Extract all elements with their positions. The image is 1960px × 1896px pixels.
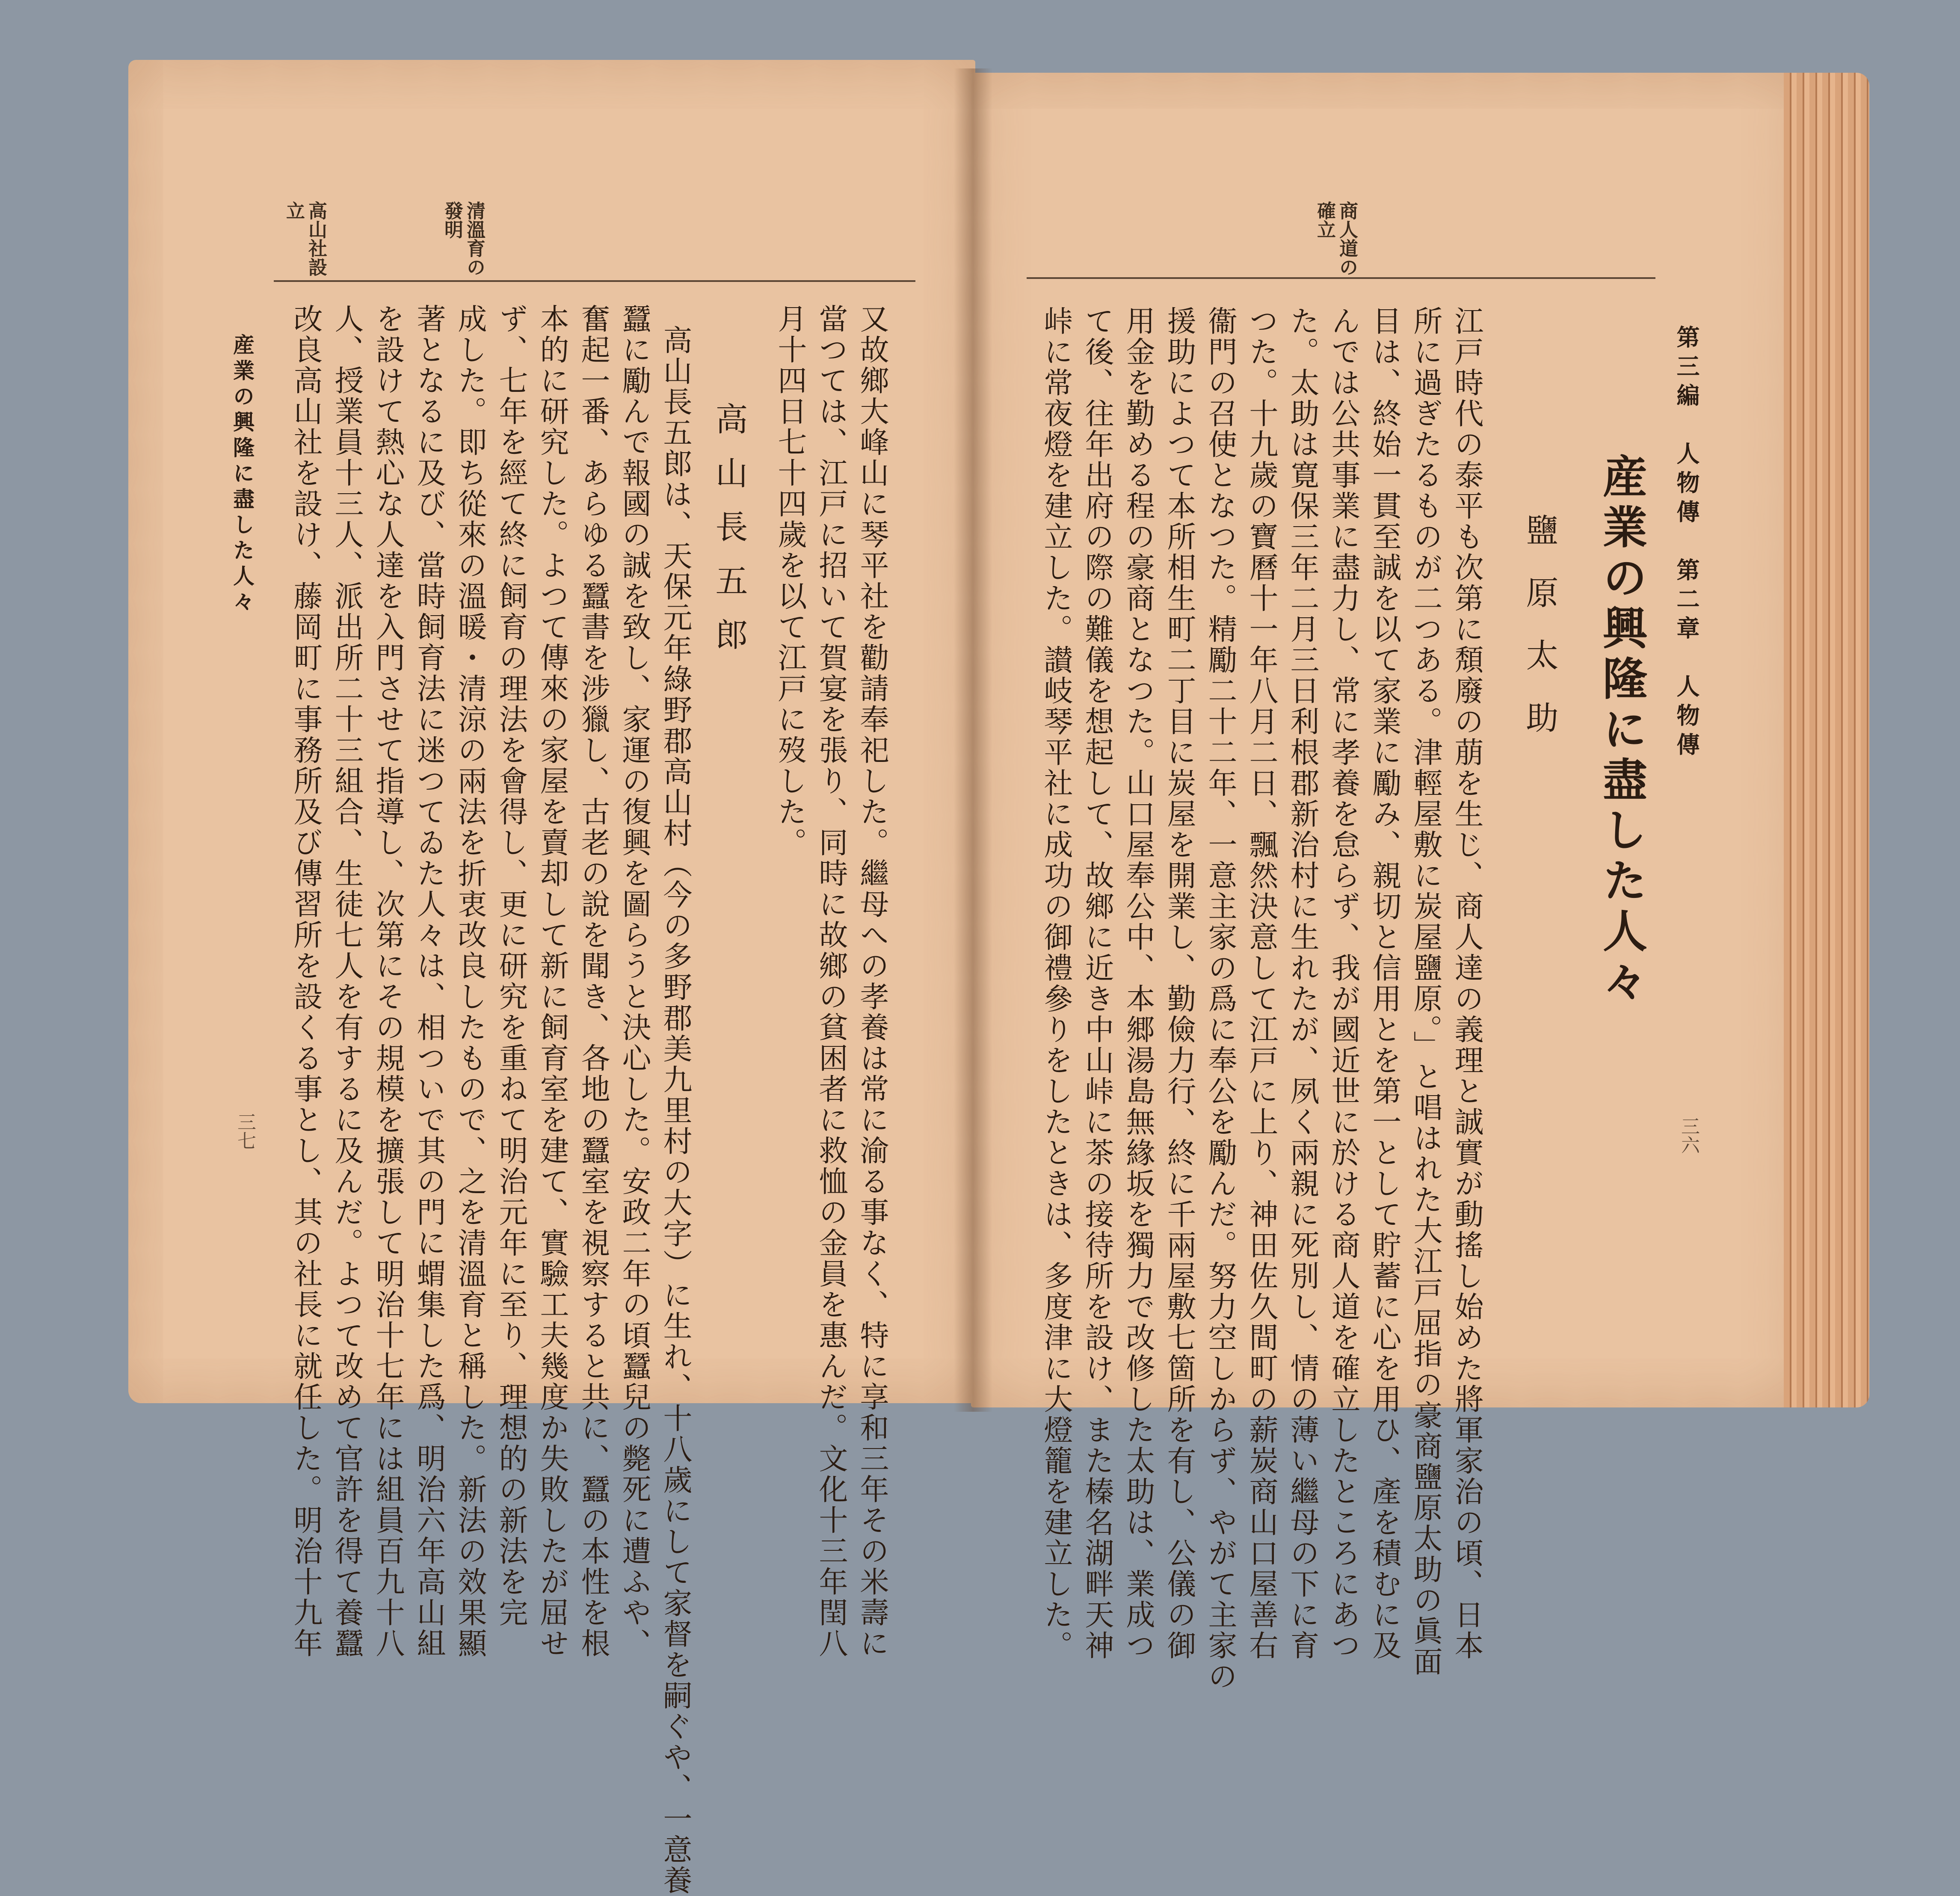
- text-line: 著となるに及び、當時飼育法に迷つてゐた人々は、相ついで其の門に蝟集した爲、明治六年高山組: [412, 304, 446, 1659]
- text-line: 衞門の召使となつた。精勵二十二年、一意主家の爲に奉公を勵んだ。努力空しからず、やがて主家の: [1203, 306, 1237, 1692]
- book-gutter: [954, 68, 992, 1412]
- text-line: 奮起一番、あらゆる蠶書を涉獵し、古老の說を聞き、各地の蠶室を視察すると共に、蠶の本性を根: [576, 304, 610, 1659]
- running-head-left: 産業の興隆に盡した人々: [230, 334, 255, 616]
- right-side-note: [1313, 201, 1358, 278]
- text-line: 援助によつて本所相生町二丁目に炭屋を開業し、勤儉力行、終に千兩屋敷七箇所を有し、公儀の御: [1162, 306, 1196, 1661]
- person-name-takayama: 高山長五郎: [710, 402, 748, 672]
- left-side-note-seionik: [441, 201, 485, 278]
- side-note-line: 發明: [441, 201, 463, 239]
- text-line: 蠶に勵んで報國の誠を致し、家運の復興を圖らうと決心した。安政二年の頃蠶兒の斃死に遭ふや、: [617, 304, 651, 1659]
- side-note-line: 清溫育の: [463, 201, 485, 276]
- text-line: 成した。即ち從來の溫暖・清涼の兩法を折衷改良したもので、之を清溫育と稱した。新法の效果顯: [453, 304, 487, 1659]
- text-line: 當つては、江戸に招いて賀宴を張り、同時に故鄉の貧困者に救恤の金員を惠んだ。文化十三年閏八: [814, 304, 848, 1659]
- side-note-line: 立: [283, 201, 305, 220]
- text-line: 所に過ぎたるものが二つある。津輕屋敷に炭屋鹽原。」と唱はれた大江戸屈指の豪商鹽原太助の眞面: [1409, 306, 1442, 1677]
- text-line: 目は、終始一貫至誠を以て家業に勵み、親切と信用とを第一として貯蓄に心を用ひ、產を積むに及: [1368, 306, 1401, 1661]
- person-name-shiobara: 鹽原太助: [1521, 513, 1559, 763]
- page-edges: [1784, 73, 1869, 1407]
- left-side-note-takayamasha: [282, 201, 327, 278]
- text-line: 改良高山社を設け、藤岡町に事務所及び傳習所を設くる事とし、其の社長に就任した。明治十九年: [289, 304, 323, 1659]
- text-line: 高山長五郎は、天保元年綠野郡高山村（今の多野郡美九里村の大字）に生れ、十八歲にして家督を嗣ぐや、一意養: [658, 325, 692, 1896]
- text-line: ず、七年を經て終に飼育の理法を會得し、更に研究を重ねて明治元年に至り、理想的の新法を完: [494, 304, 528, 1628]
- chapter-title: 産業の興隆に盡した人々: [1595, 453, 1648, 1009]
- side-note-line: 確立: [1314, 201, 1335, 239]
- side-note-line: 商人道の: [1336, 201, 1358, 276]
- text-line: 月十四日七十四歲を以て江戸に歿した。: [773, 304, 807, 858]
- text-line: 峠に常夜燈を建立した。讃岐琴平社に成功の御禮參りをしたときは、多度津に大燈籠を建立した。: [1039, 306, 1073, 1661]
- running-head-right: 第三編 人物傳 第二章 人物傳: [1673, 325, 1700, 761]
- text-line: て後、往年出府の際の難儀を想起して、故鄉に近き中山峠に茶の接待所を設け、また榛名湖畔天神: [1080, 306, 1114, 1661]
- page-number-left: 三七: [234, 1112, 256, 1150]
- text-line: 用金を勤める程の豪商となつた。山口屋奉公中、本郷湯島無緣坂を獨力で改修した太助は、業成つ: [1121, 306, 1155, 1661]
- text-line: 本的に研究した。よつて傳來の家屋を賣却して新に飼育室を建て、實驗工夫幾度か失敗したが屈せ: [535, 304, 569, 1659]
- text-line: 人、授業員十三人、派出所二十三組合、生徒七人を有するに及んだ。よつて改めて官許を得て養蠶: [330, 304, 364, 1659]
- text-line: を設けて熱心な人達を入門させて指導し、次第にその規模を擴張して明治十七年には組員百九十八: [371, 304, 405, 1659]
- text-line: んでは公共事業に盡力し、常に孝養を怠らず、我が國近世に於ける商人道を確立したところにあつ: [1326, 306, 1360, 1661]
- page-number-right: 三六: [1678, 1117, 1699, 1154]
- text-line: 又故鄉大峰山に琴平社を勸請奉祀した。繼母への孝養は常に渝る事なく、特に享和三年その米壽に: [855, 304, 889, 1659]
- text-line: つた。十九歲の寶曆十一年八月二日、飄然決意して江戸に上り、神田佐久間町の薪炭商山口屋善右: [1244, 306, 1278, 1661]
- text-line: た。太助は寛保三年二月三日利根郡新治村に生れたが、夙く兩親に死別し、情の薄い繼母の下に育: [1285, 306, 1319, 1661]
- left-header-rule: [274, 280, 915, 282]
- text-line: 江戸時代の泰平も次第に頽廢の萠を生じ、商人達の義理と誠實が動搖し始めた將軍家治の頃、日本: [1450, 306, 1483, 1661]
- side-note-line: 高山社設: [305, 201, 327, 276]
